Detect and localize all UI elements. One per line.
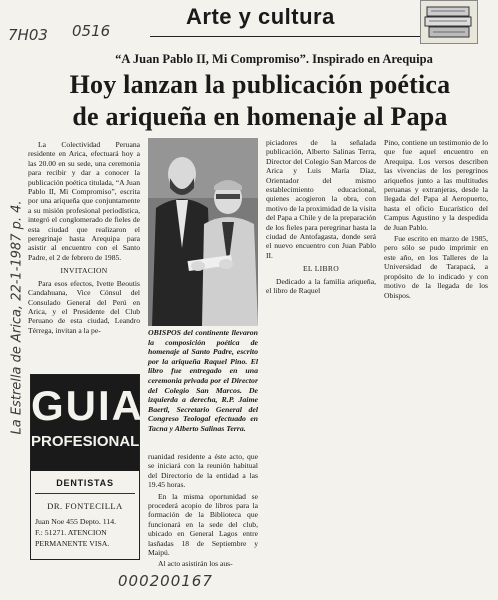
- ad-category: DENTISTAS: [56, 478, 114, 488]
- books-illustration-icon: [420, 0, 478, 44]
- subtitle: “A Juan Pablo II, Mi Compromiso”. Inspirado en Arequipa: [115, 52, 433, 66]
- ad-title: GUIA: [31, 382, 144, 429]
- headline-line-2: de ariqueña en homenaje al Papa: [72, 102, 448, 131]
- column-2-paragraph-2: En la misma oportunidad se procederá acopio de libros para la formación de la Biblioteca que funcionará en la sede del club, ubicado en General Lagos entre lasñadas 18 de Septiembre y Maipú.: [148, 491, 258, 558]
- ad-divider: [35, 493, 135, 494]
- handwritten-code: 7H03: [8, 26, 48, 44]
- ad-address: Juan Noe 455 Depto. 114.: [35, 517, 117, 526]
- article-column-1: [28, 140, 140, 337]
- handwritten-source-note: La Estrella de Arica, 22-1-1987 p. 4.: [9, 200, 25, 435]
- column-1-paragraph-1: La Colectividad Peruana residente en Arica, efectuará hoy a las 20.00 en su sede, una ceremonia para recibir y dar a conocer la publicación poética titulada, “A Juan Pablo II, Mi Compromiso”, escrita por una ariqueña que conjuntamente a su misión profesional periodística, integró el conglomerado de fieles de esta ciudad que realizaron el peregrinaje hasta Arequipa para asistir al encuentro con el Santo Padre, el 2 de febrero de 1985.: [28, 140, 140, 262]
- article-column-4: [384, 138, 488, 302]
- headline-line-1: Hoy lanzan la publicación poética: [69, 70, 451, 99]
- handwritten-number: 0516: [72, 22, 111, 40]
- section-title: Arte y cultura: [186, 4, 335, 29]
- column-4-paragraph-1: Pino, contiene un testimonio de lo que fue aquel encuentro en Arequipa. Los versos describen las vivencias de los peregrinos ariqueños junto a las multitudes peruanas y extranjeras, desde la llegada del Papa al Aeropuerto, hasta el oficio Eucarístico del Campus Agustino y la despedida de Juan Pablo.: [384, 138, 488, 232]
- article-column-3: [266, 138, 376, 298]
- column-4-paragraph-2: Fue escrito en marzo de 1985, pero sólo se pudo imprimir en este año, en los Talleres de la Universidad de Tarapacá, a propósito de lo indicado y con motivo de la llegada de los Obispos.: [384, 234, 488, 300]
- handwritten-archive-number: 000200167: [118, 572, 213, 590]
- news-photo: [148, 138, 258, 326]
- column-2-paragraph-3: Al acto asistirán los aus-: [158, 559, 233, 569]
- ad-phone: F.: 51271. ATENCION: [35, 528, 107, 537]
- section-heading-el-libro: EL LIBRO: [302, 264, 340, 274]
- ad-note: PERMANENTE VISA.: [35, 539, 110, 548]
- column-3-paragraph-1: piciadores de la señalada publicación, Alberto Salinas Terra, Director del Colegio San Marcos de Arica y Luis María Díaz, Orientador del mismo establecimiento educacional, quienes acogieron la obra, con motivo de la proximidad de la visita del Papa a Chile y de la preparación de los fieles para peregrinar hasta la ciudad de Antofagasta, donde será el nuevo encuentro con Juan Pablo II.: [266, 138, 376, 260]
- article-column-2: [148, 452, 258, 571]
- column-1-paragraph-2: Para esos efectos, Ivette Beoutis Candahuana, Vice Cónsul del Consulado General del Perú en Arica, y el Presidente del Club Peruano de esta ciudad, Leandro Térrega, invitan a la pe-: [28, 278, 140, 335]
- section-heading-invitacion: INVITACION: [60, 266, 108, 276]
- photo-caption: OBISPOS del continente llevaron la composición poética de homenaje al Santo Padre, escrito por la ariqueña Raquel Pino. El libro fue entregado en una ceremonia privada por el Director del Colegio San Marcos. De izquierda a derecha, R.P. Jaime Baertl, Secretario General del Congreso Teologal efectuado en Tacna y Alberto Salinas Terra.: [148, 328, 258, 433]
- ad-subtitle: PROFESIONAL: [31, 433, 140, 450]
- section-banner: [150, 2, 450, 37]
- column-3-paragraph-2: Dedicado a la familia ariqueña, el libro de Raquel: [266, 276, 376, 296]
- column-2-paragraph-1: ruanidad residente a éste acto, que se iniciará con la reunión habitual del Directorio de la entidad a las 19.45 horas.: [148, 452, 258, 490]
- ad-name: DR. FONTECILLA: [47, 501, 123, 511]
- advertisement-box: [30, 374, 144, 560]
